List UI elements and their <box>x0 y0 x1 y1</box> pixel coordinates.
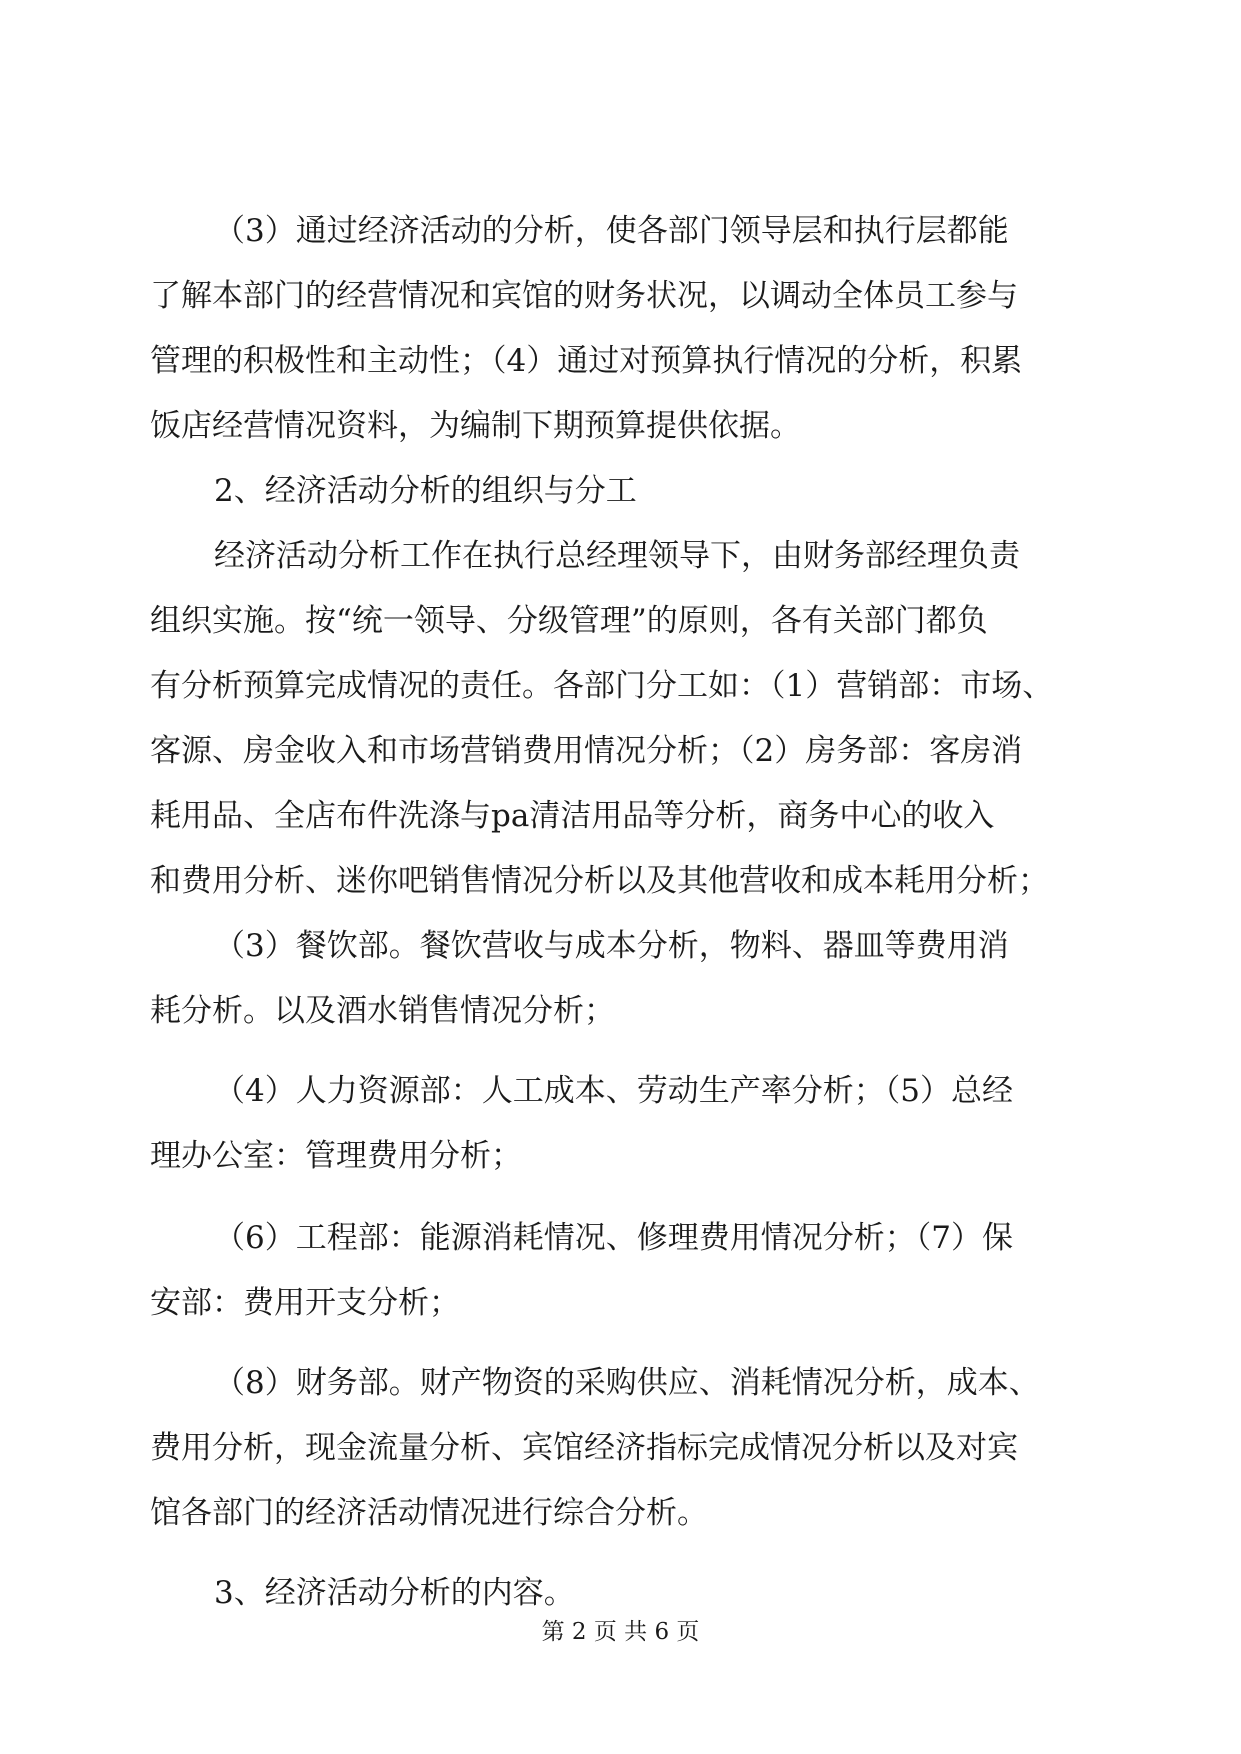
line-text: 安部：费用开支分析； <box>150 1285 460 1321</box>
text-line <box>0 783 1241 849</box>
line-text: 组织实施。按“统一领导、分级管理”的原则，各有关部门都负 <box>150 603 988 639</box>
text-line <box>0 978 1241 1044</box>
line-text: 有分析预算完成情况的责任。各部门分工如：（1）营销部：市场、 <box>150 668 1054 704</box>
text-line <box>0 848 1241 914</box>
text-line <box>0 913 1241 979</box>
text-line <box>0 1205 1241 1271</box>
text-line <box>0 1058 1241 1124</box>
text-line <box>0 393 1241 459</box>
line-text: （4）人力资源部：人工成本、劳动生产率分析；（5）总经 <box>214 1073 1013 1109</box>
line-text: （3）通过经济活动的分析，使各部门领导层和执行层都能 <box>214 213 1009 249</box>
page-indicator: 第 2 页 共 6 页 <box>541 1619 700 1645</box>
line-text: 耗用品、全店布件洗涤与pa清洁用品等分析，商务中心的收入 <box>150 798 995 834</box>
text-line <box>0 1123 1241 1189</box>
text-line <box>0 718 1241 784</box>
section-heading <box>0 458 1241 524</box>
heading-text: 3、经济活动分析的内容。 <box>214 1575 575 1611</box>
text-line <box>0 588 1241 654</box>
line-text: 饭店经营情况资料，为编制下期预算提供依据。 <box>150 408 801 444</box>
text-line <box>0 263 1241 329</box>
line-text: 理办公室：管理费用分析； <box>150 1138 522 1174</box>
line-text: 了解本部门的经营情况和宾馆的财务状况，以调动全体员工参与 <box>150 278 1018 314</box>
line-text: 经济活动分析工作在执行总经理领导下，由财务部经理负责 <box>214 538 1020 574</box>
line-text: 管理的积极性和主动性；（4）通过对预算执行情况的分析，积累 <box>150 343 1023 379</box>
line-text: 馆各部门的经济活动情况进行综合分析。 <box>150 1495 708 1531</box>
line-text: 客源、房金收入和市场营销费用情况分析；（2）房务部：客房消 <box>150 733 1023 769</box>
line-text: （6）工程部：能源消耗情况、修理费用情况分析；（7）保 <box>214 1220 1013 1256</box>
text-line <box>0 1415 1241 1481</box>
line-text: 耗分析。以及酒水销售情况分析； <box>150 993 615 1029</box>
line-text: （3）餐饮部。餐饮营收与成本分析，物料、器皿等费用消 <box>214 928 1009 964</box>
text-line <box>0 1480 1241 1546</box>
heading-text: 2、经济活动分析的组织与分工 <box>214 473 637 509</box>
text-line <box>0 1350 1241 1416</box>
line-text: 和费用分析、迷你吧销售情况分析以及其他营收和成本耗用分析； <box>150 863 1049 899</box>
text-line <box>0 198 1241 264</box>
text-line <box>0 328 1241 394</box>
text-line <box>0 523 1241 589</box>
page-footer <box>0 1612 1241 1652</box>
text-line <box>0 653 1241 719</box>
text-line <box>0 1270 1241 1336</box>
line-text: 费用分析，现金流量分析、宾馆经济指标完成情况分析以及对宾 <box>150 1430 1018 1466</box>
line-text: （8）财务部。财产物资的采购供应、消耗情况分析，成本、 <box>214 1365 1040 1401</box>
